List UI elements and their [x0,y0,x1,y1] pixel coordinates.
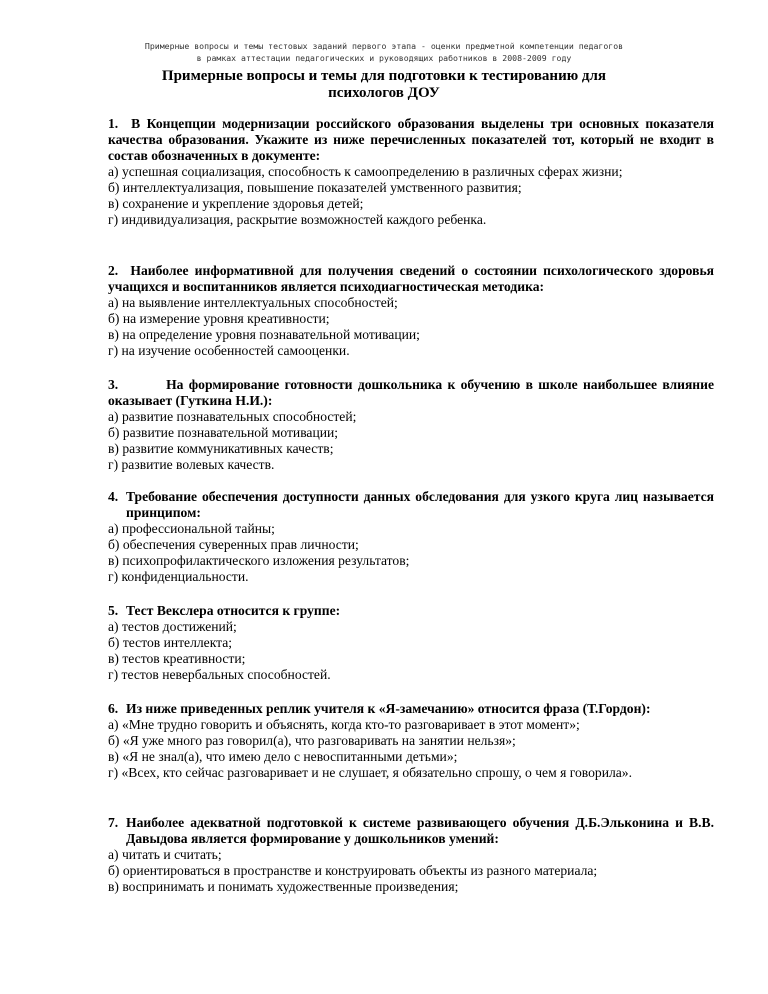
answer-option: г) конфиденциальности. [108,569,249,584]
question-stem [108,489,714,521]
answer-option: а) тестов достижений; [108,619,237,634]
answer-option: а) на выявление интеллектуальных способностей; [108,295,398,310]
question-stem [108,377,714,409]
question-number: 1. [108,116,119,131]
answer-option: в) «Я не знал(а), что имею дело с невоспитанными детьми»; [108,749,458,764]
answer-option: г) индивидуализация, раскрытие возможностей каждого ребенка. [108,212,487,227]
answer-option: б) тестов интеллекта; [108,635,233,650]
question-number: 3. [108,377,119,392]
document-title-line-2: психологов ДОУ [328,85,440,101]
answer-option: г) «Всех, кто сейчас разговаривает и не слушает, я обязательно спрошу, о чем я говорила». [108,765,632,780]
question-stem [108,815,714,847]
answer-option: б) на измерение уровня креативности; [108,311,330,326]
question-6 [108,701,714,781]
question-text: На формирование готовности дошкольника к обучению в школе наибольшее влияние оказывает (Гуткина Н.И.): [108,377,714,408]
question-stem [108,116,714,164]
answer-option: б) развитие познавательной мотивации; [108,425,339,440]
question-5 [108,603,714,683]
answer-option: а) успешная социализация, способность к самоопределению в различных сферах жизни; [108,164,623,179]
document-title [80,68,688,102]
answer-option: а) «Мне трудно говорить и объяснять, когда кто-то разговаривает в этот момент»; [108,717,580,732]
answer-option: г) на изучение особенностей самооценки. [108,343,350,358]
question-1 [108,116,714,228]
answer-option: б) ориентироваться в пространстве и конструировать объекты из разного материала; [108,863,598,878]
answer-option: б) «Я уже много раз говорил(а), что разговаривать на занятии нельзя»; [108,733,516,748]
answer-option: г) развитие волевых качеств. [108,457,275,472]
question-text: Наиболее адекватной подготовкой к системе развивающего обучения Д.Б.Эльконина и В.В. Давыдова является формирование у дошкольников умений: [126,815,714,846]
answer-option: в) тестов креативности; [108,651,246,666]
answer-option: а) профессиональной тайны; [108,521,275,536]
question-text: В Концепции модернизации российского образования выделены три основных показателя качества образования. Укажите из ниже перечисленных показателей тот, который не входит в состав обозначенных в документе: [108,116,715,163]
question-text: Требование обеспечения доступности данных обследования для узкого круга лиц называется принципом: [126,489,714,520]
answer-option: б) обеспечения суверенных прав личности; [108,537,359,552]
question-2 [108,263,714,359]
question-text: Тест Векслера относится к группе: [126,603,341,618]
document-title-line-1: Примерные вопросы и темы для подготовки к тестированию для [161,68,607,84]
question-3 [108,377,714,473]
answer-option: а) развитие познавательных способностей; [108,409,357,424]
answer-option: в) на определение уровня познавательной мотивации; [108,327,420,342]
running-header [60,40,708,64]
question-text: Наиболее информативной для получения сведений о состоянии психологического здоровья учащихся и воспитанников является психодиагностическая методика: [108,263,714,294]
question-number: 4. [108,489,119,504]
answer-option: б) интеллектуализация, повышение показателей умственного развития; [108,180,522,195]
question-text: Из ниже приведенных реплик учителя к «Я-замечанию» относится фраза (Т.Гордон): [126,701,651,716]
running-header-line-2: в рамках аттестации педагогических и руководящих работников в 2008-2009 году [196,53,572,63]
answer-option: г) тестов невербальных способностей. [108,667,331,682]
question-7 [108,815,714,895]
running-header-line-1: Примерные вопросы и темы тестовых заданий первого этапа - оценки предметной компетенции педагогов [144,41,624,51]
question-4 [108,489,714,585]
question-number: 5. [108,603,119,618]
answer-option: в) психопрофилактического изложения результатов; [108,553,410,568]
question-stem [108,701,714,717]
question-number: 2. [108,263,119,278]
answer-option: а) читать и считать; [108,847,222,862]
question-stem [108,603,714,619]
question-number: 6. [108,701,119,716]
answer-option: в) развитие коммуникативных качеств; [108,441,334,456]
question-number: 7. [108,815,119,830]
answer-option: в) сохранение и укрепление здоровья детей; [108,196,364,211]
question-stem [108,263,714,295]
answer-option: в) воспринимать и понимать художественные произведения; [108,879,459,894]
